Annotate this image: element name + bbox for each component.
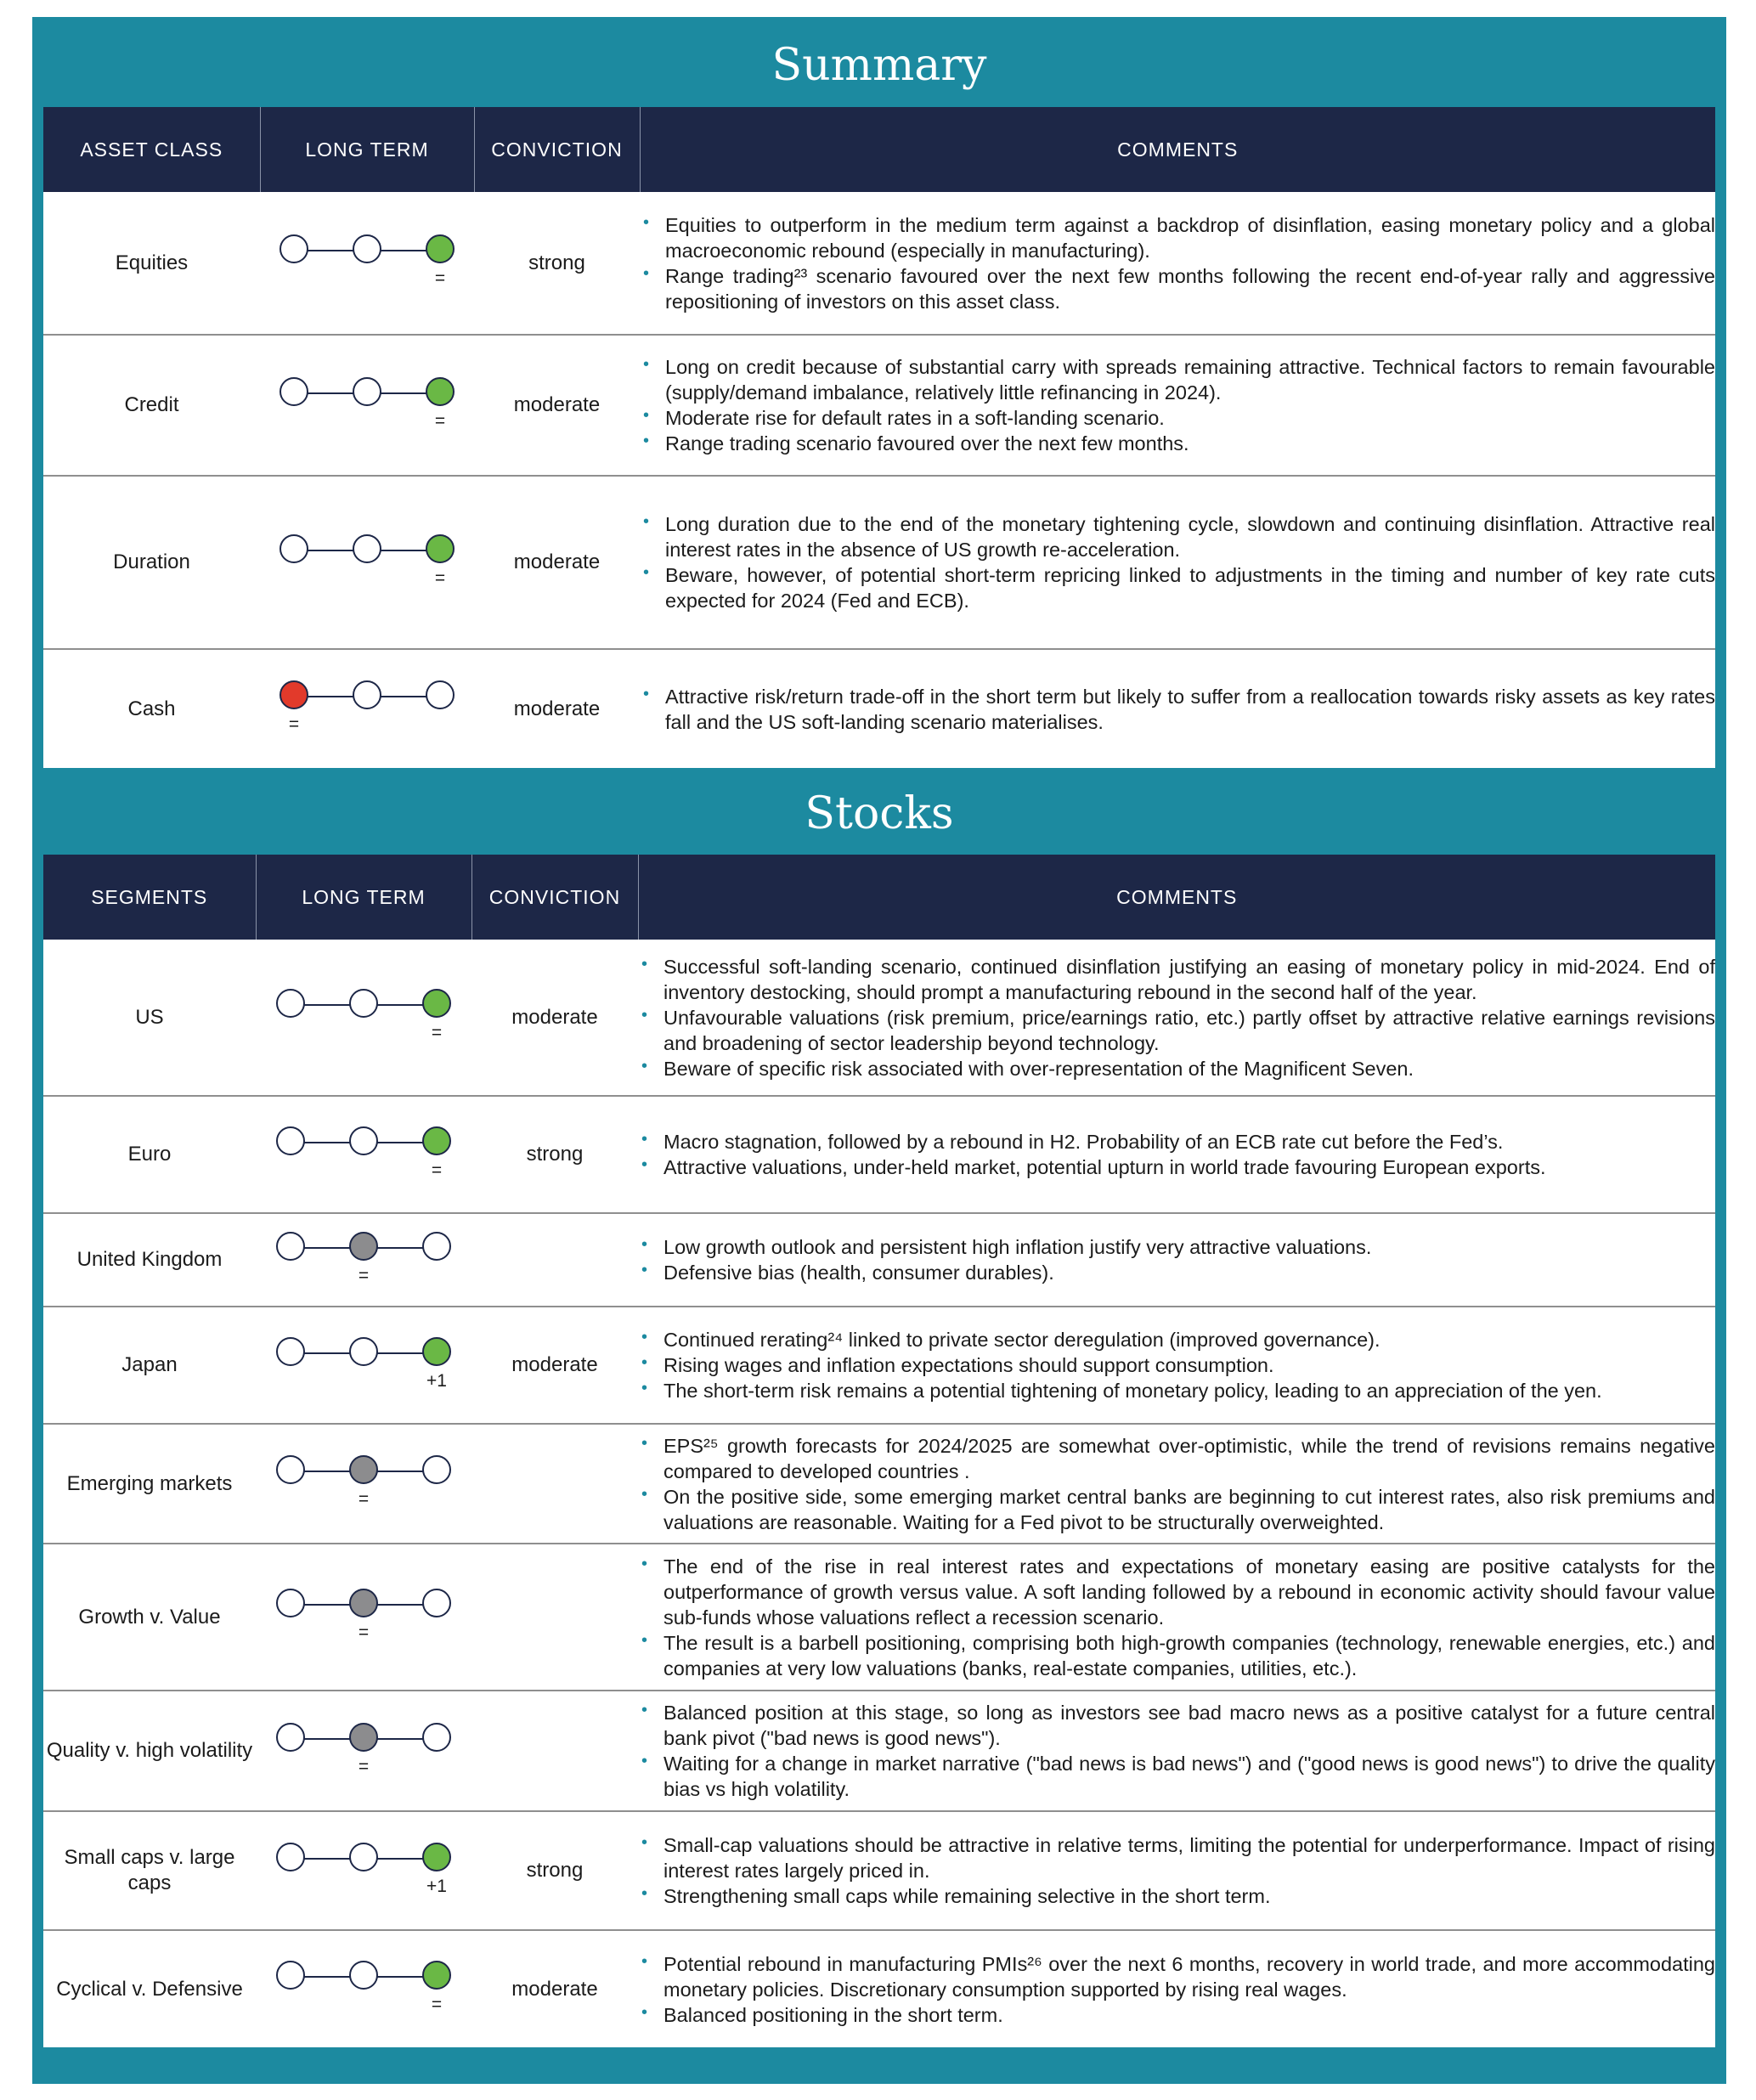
conviction-cell: [471, 1213, 638, 1307]
position-scale: [278, 231, 456, 291]
position-dot: [276, 1126, 305, 1155]
position-dot: [426, 680, 455, 709]
table-row: [43, 1930, 1715, 2047]
row-label: Small caps v. large caps: [43, 1811, 256, 1930]
long-term-indicator: [256, 1544, 471, 1691]
comment-item: • Successful soft-landing scenario, continued disinflation justifying an easing of monetary policy in mid-2024. End of inventory destocking, should prompt a manufacturing rebound in the second half of the year.: [638, 954, 1715, 1005]
position-dot: [422, 1455, 451, 1484]
comment-list: [638, 1433, 1715, 1535]
conviction-cell: strong: [471, 1811, 638, 1930]
table-row: [43, 649, 1715, 768]
position-dot: [276, 1723, 305, 1752]
header-conviction: CONVICTION: [474, 107, 640, 192]
position-dot: [276, 1843, 305, 1871]
conviction-cell: moderate: [474, 476, 640, 649]
comment-item: • Long on credit because of substantial carry with spreads remaining attractive. Technical factors to remain favourable (supply/demand imbalance, relatively little refinancing in 2024).: [640, 354, 1715, 405]
position-dot: [279, 534, 308, 563]
comment-list: [638, 1700, 1715, 1802]
long-term-indicator: [260, 649, 474, 768]
comment-list: [640, 684, 1715, 735]
comments-cell: [640, 476, 1715, 649]
position-dot: [422, 1589, 451, 1617]
header-long-term: LONG TERM: [260, 107, 474, 192]
position-dot: [353, 377, 381, 406]
comment-list: [638, 1554, 1715, 1681]
stocks-header-row: [43, 855, 1715, 940]
comments-cell: [640, 192, 1715, 335]
header-conviction: CONVICTION: [471, 855, 638, 940]
position-scale: [278, 677, 456, 737]
selected-position-dot: [426, 377, 455, 406]
comments-cell: [640, 649, 1715, 768]
table-row: [43, 1307, 1715, 1424]
position-dot: [276, 1232, 305, 1261]
table-row: [43, 940, 1715, 1096]
change-indicator: =: [358, 1623, 370, 1642]
comment-list: [638, 1327, 1715, 1403]
table-row: [43, 192, 1715, 335]
long-term-indicator: [256, 1930, 471, 2047]
position-dot: [353, 534, 381, 563]
comment-item: • Equities to outperform in the medium term against a backdrop of disinflation, easing monetary policy and a global macroeconomic rebound (especially in manufacturing).: [640, 212, 1715, 263]
position-dot: [349, 989, 378, 1018]
table-row: [43, 1096, 1715, 1213]
comment-item: • Strengthening small caps while remaining selective in the short term.: [638, 1883, 1715, 1909]
comment-item: • Beware, however, of potential short-term repricing linked to adjustments in the timing and number of key rate cuts expected for 2024 (Fed and ECB).: [640, 562, 1715, 613]
comment-item: • Continued rerating²⁴ linked to private sector deregulation (improved governance).: [638, 1327, 1715, 1352]
comment-list: [640, 212, 1715, 314]
comment-item: • Defensive bias (health, consumer durables).: [638, 1260, 1715, 1285]
change-indicator: =: [358, 1489, 370, 1509]
comment-item: • Balanced position at this stage, so long as investors see bad macro news as a positive catalyst for a future central bank pivot ("bad news is good news").: [638, 1700, 1715, 1751]
table-row: [43, 1544, 1715, 1691]
header-comments: COMMENTS: [640, 107, 1715, 192]
position-dot: [349, 1843, 378, 1871]
selected-position-dot: [349, 1232, 378, 1261]
selected-position-dot: [422, 1843, 451, 1871]
position-scale: [274, 1957, 453, 2017]
header-asset-class: ASSET CLASS: [43, 107, 260, 192]
comments-cell: [638, 1691, 1715, 1811]
conviction-cell: moderate: [471, 1307, 638, 1424]
position-scale: [274, 985, 453, 1045]
row-label: Euro: [43, 1096, 256, 1213]
comments-cell: [638, 940, 1715, 1096]
table-row: [43, 476, 1715, 649]
comment-item: • Unfavourable valuations (risk premium, price/earnings ratio, etc.) partly offset by attractive relative earnings revisions and broadening of sector leadership beyond technology.: [638, 1005, 1715, 1056]
comment-item: • Macro stagnation, followed by a rebound in H2. Probability of an ECB rate cut before the Fed’s.: [638, 1129, 1715, 1154]
comment-list: [638, 1129, 1715, 1180]
conviction-cell: strong: [471, 1096, 638, 1213]
conviction-cell: moderate: [471, 940, 638, 1096]
row-label: Credit: [43, 335, 260, 476]
long-term-indicator: [260, 335, 474, 476]
position-scale: [274, 1228, 453, 1288]
comment-item: • Balanced positioning in the short term.: [638, 2002, 1715, 2028]
table-row: [43, 1213, 1715, 1307]
comment-item: • Small-cap valuations should be attractive in relative terms, limiting the potential for underperformance. Impact of rising interest rates largely priced in.: [638, 1832, 1715, 1883]
comment-item: • The end of the rise in real interest rates and expectations of monetary easing are positive catalysts for the outperformance of growth versus value. A soft landing followed by a rebound in economic activity should favour value sub-funds whose valuations reflect a recession scenario.: [638, 1554, 1715, 1630]
selected-position-dot: [279, 680, 308, 709]
change-indicator: =: [434, 567, 446, 588]
position-dot: [353, 680, 381, 709]
comment-list: [638, 1234, 1715, 1285]
change-indicator: =: [431, 1023, 443, 1042]
position-dot: [276, 1589, 305, 1617]
stocks-table: [43, 855, 1715, 2047]
row-label: United Kingdom: [43, 1213, 256, 1307]
comment-item: • Potential rebound in manufacturing PMIs²⁶ over the next 6 months, recovery in world trade, and more accommodating monetary policies. Discretionary consumption supported by rising real wages.: [638, 1951, 1715, 2002]
comment-list: [638, 954, 1715, 1081]
comments-cell: [640, 335, 1715, 476]
comment-item: • On the positive side, some emerging market central banks are beginning to cut interest rates, also risk premiums and valuations are reasonable. Waiting for a Fed pivot to be structurally overweighted.: [638, 1484, 1715, 1535]
position-dot: [349, 1126, 378, 1155]
change-indicator: +1: [426, 1876, 447, 1896]
comments-cell: [638, 1213, 1715, 1307]
position-scale: [278, 531, 456, 590]
row-label: Cyclical v. Defensive: [56, 1977, 243, 2001]
stocks-title: Stocks: [805, 788, 954, 839]
conviction-cell: moderate: [511, 1977, 598, 2001]
comment-item: • EPS²⁵ growth forecasts for 2024/2025 are somewhat over-optimistic, while the trend of revisions remains negative compared to developed countries .: [638, 1433, 1715, 1484]
row-label: US: [43, 940, 256, 1096]
summary-header-row: [43, 107, 1715, 192]
position-scale: [278, 374, 456, 433]
long-term-indicator: [256, 940, 471, 1096]
row-label: Growth v. Value: [43, 1544, 256, 1691]
table-row: [43, 335, 1715, 476]
conviction-cell: strong: [474, 192, 640, 335]
selected-position-dot: [426, 534, 455, 563]
position-dot: [349, 1961, 378, 1990]
conviction-cell: [471, 1424, 638, 1544]
summary-table: [43, 107, 1715, 768]
comments-cell: [638, 1307, 1715, 1424]
comment-item: • The result is a barbell positioning, comprising both high-growth companies (technology, renewable energies, etc.) and companies at very low valuations (banks, real-estate companies, utilities, etc.).: [638, 1630, 1715, 1681]
long-term-indicator: [256, 1691, 471, 1811]
selected-position-dot: [422, 1961, 451, 1990]
report-frame: [32, 17, 1726, 2084]
position-dot: [422, 1723, 451, 1752]
position-dot: [422, 1232, 451, 1261]
position-scale: [274, 1719, 453, 1779]
comment-item: • Range trading scenario favoured over the next few months.: [640, 431, 1715, 456]
long-term-indicator: [256, 1811, 471, 1930]
comments-cell: [638, 1930, 1715, 2047]
comment-item: • Attractive valuations, under-held market, potential upturn in world trade favouring European exports.: [638, 1154, 1715, 1180]
summary-title: Summary: [771, 40, 987, 91]
comment-item: • Waiting for a change in market narrative ("bad news is bad news") and ("good news is good news") to drive the quality bias vs high volatility.: [638, 1751, 1715, 1802]
position-dot: [279, 234, 308, 263]
row-label: Japan: [43, 1307, 256, 1424]
row-label: Emerging markets: [43, 1424, 256, 1544]
row-label: Cash: [127, 697, 176, 720]
conviction-cell: [471, 1691, 638, 1811]
long-term-indicator: [256, 1096, 471, 1213]
selected-position-dot: [422, 989, 451, 1018]
position-scale: [274, 1452, 453, 1511]
comment-item: • Rising wages and inflation expectations should support consumption.: [638, 1352, 1715, 1378]
long-term-indicator: [256, 1424, 471, 1544]
comment-item: • Beware of specific risk associated with over-representation of the Magnificent Seven.: [638, 1056, 1715, 1081]
header-segments: SEGMENTS: [43, 855, 256, 940]
position-dot: [349, 1337, 378, 1366]
comments-cell: [638, 1544, 1715, 1691]
change-indicator: =: [288, 714, 300, 734]
position-dot: [276, 989, 305, 1018]
comment-item: • Long duration due to the end of the monetary tightening cycle, slowdown and continuing disinflation. Attractive real interest rates in the absence of US growth re-acceleration.: [640, 511, 1715, 562]
comment-item: • Attractive risk/return trade-off in the short term but likely to suffer from a reallocation towards risky assets as key rates fall and the US soft-landing scenario materialises.: [640, 684, 1715, 735]
table-row: [43, 1424, 1715, 1544]
comment-item: • The short-term risk remains a potential tightening of monetary policy, leading to an appreciation of the yen.: [638, 1378, 1715, 1403]
comments-cell: [638, 1424, 1715, 1544]
change-indicator: =: [358, 1756, 370, 1776]
table-row: [43, 1811, 1715, 1930]
change-indicator: =: [358, 1265, 370, 1285]
conviction-cell: moderate: [474, 335, 640, 476]
selected-position-dot: [349, 1455, 378, 1484]
comment-list: [638, 1832, 1715, 1909]
long-term-indicator: [256, 1213, 471, 1307]
comment-list: [640, 511, 1715, 613]
selected-position-dot: [422, 1126, 451, 1155]
row-label: Duration: [43, 476, 260, 649]
comment-item: • Moderate rise for default rates in a soft-landing scenario.: [640, 405, 1715, 431]
selected-position-dot: [422, 1337, 451, 1366]
comment-item: • Range trading²³ scenario favoured over the next few months following the recent end-of-year rally and aggressive repositioning of investors on this asset class.: [640, 263, 1715, 314]
comments-cell: [638, 1096, 1715, 1213]
long-term-indicator: [256, 1307, 471, 1424]
position-dot: [279, 377, 308, 406]
change-indicator: =: [434, 268, 446, 288]
row-label: Equities: [43, 192, 260, 335]
position-scale: [274, 1334, 453, 1393]
comment-list: [638, 1951, 1715, 2028]
position-dot: [276, 1455, 305, 1484]
position-scale: [274, 1585, 453, 1645]
selected-position-dot: [349, 1723, 378, 1752]
selected-position-dot: [349, 1589, 378, 1617]
header-long-term: LONG TERM: [256, 855, 471, 940]
selected-position-dot: [426, 234, 455, 263]
conviction-cell: [471, 1544, 638, 1691]
row-label: Quality v. high volatility: [43, 1691, 256, 1811]
position-dot: [276, 1337, 305, 1366]
table-row: [43, 1691, 1715, 1811]
comments-cell: [638, 1811, 1715, 1930]
header-comments: COMMENTS: [638, 855, 1715, 940]
position-scale: [274, 1839, 453, 1899]
position-scale: [274, 1123, 453, 1183]
long-term-indicator: [260, 476, 474, 649]
comment-item: • Low growth outlook and persistent high inflation justify very attractive valuations.: [638, 1234, 1715, 1260]
long-term-indicator: [260, 192, 474, 335]
conviction-cell: moderate: [513, 697, 601, 720]
position-dot: [276, 1961, 305, 1990]
position-dot: [353, 234, 381, 263]
change-indicator: =: [431, 1995, 443, 2014]
change-indicator: =: [431, 1160, 443, 1180]
comment-list: [640, 354, 1715, 456]
change-indicator: +1: [426, 1370, 447, 1391]
change-indicator: =: [434, 410, 446, 431]
